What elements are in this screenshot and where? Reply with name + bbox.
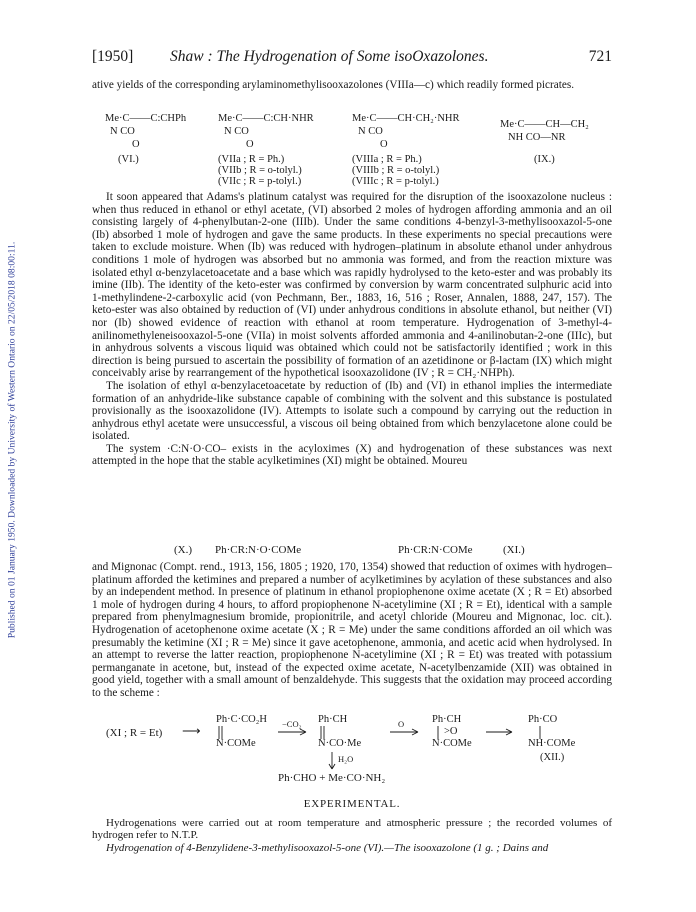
paragraph-1: It soon appeared that Adams's platinum catalyst was required for the disruption of the isooxazolone nucleus : when thus reduced in ethanol or ethyl acetate, (VI) absorbed 2 moles of hydrogen affording ammonia and an oil consisting largely of 4-phenylbutan-2-one (IIIb). Under the same conditions 4-benzyl-3-methylisooxazol-5-one (Ib) absorbed 1 mole of hydrogen and gave the same products. In these experiments no special precautions were taken to exclude moisture. When (Ib) was reduced with hydrogen–platinum in absolute ethanol under anhydrous conditions 1 mole of hydrogen was absorbed but no ammonia was formed, and from the reaction mixture was isolated ethyl α-benzylacetoacetate and a base which was rapidly hydrolysed to the keto-ester and was probably its imine (IIb). The identity of the keto-ester was confirmed by conversion by warm concentrated sulphuric acid into 1-methylindene-2-carboxylic acid (von Pechmann, Ber., 1883, 16, 516 ; Roser, Annalen, 1888, 247, 157). The keto-ester was also obtained by reduction of (VI) under anhydrous conditions in absolute ethanol, but neither (VI) nor (Ib) showed evidence of reaction with ethanol at room temperature. Hydrogenation of 3-methyl-4-anilinomethyleneisooxazol-5-one (VIIa) in moist solvents afforded ammonia and 4-anilinobutan-2-one (IIIc), but in anhydrous solvents a viscous liquid was obtained which could not be satisfactorily identified ; work in this direction is being pursued to ascertain the possibility of formation of an azetidinone or β-lactam (IX) which might conceivably arise by rearrangement of the hypothetical isooxazolidone (IV ; R = CH₂·NHPh). <box>92 191 612 380</box>
formula-x: Ph·CR:N·O·COMe <box>215 544 302 556</box>
scheme-a-top: Ph·C·CO₂H <box>216 714 267 725</box>
structure-vi-top: Me·C——C:CHPh <box>105 113 187 124</box>
intro-paragraph: ative yields of the corresponding arylaminomethylisooxazolones (VIIIa—c) which readily formed picrates. <box>92 79 575 91</box>
scheme-arrow-2-label: −CO₂ <box>282 719 302 729</box>
scheme-arrow-1: ⟶ <box>182 723 201 738</box>
scheme-c-middle: >O <box>444 726 458 737</box>
structure-ix-ring: NH CO—NR <box>508 132 566 143</box>
scheme-products: Ph·CHO + Me·CO·NH₂ <box>278 772 386 784</box>
scheme-d-top: Ph·CO <box>528 714 558 725</box>
experimental-heading: EXPERIMENTAL. <box>303 798 401 810</box>
scheme-c-bottom: N·COMe <box>432 738 472 749</box>
structure-viii-top: Me·C——CH·CH₂·NHR <box>352 113 460 124</box>
paragraph-2: The isolation of ethyl α-benzylacetoacetate by reduction of (Ib) and (VI) in ethanol implies the intermediate formation of an anhydride-like substance capable of combining with the solvent and this substance is postulated provisionally as the isooxazolidone (IV). Attempts to isolate such a compound by carrying out the reduction in anhydrous ethyl acetate were unsuccessful, a viscous oil being obtained from which benzylacetone alone could be isolated. <box>92 379 612 443</box>
formula-xi: Ph·CR:N·COMe <box>398 544 473 556</box>
structure-vii-top: Me·C——C:CH·NHR <box>218 113 314 124</box>
experimental-paragraph-1: Hydrogenations were carried out at room temperature and atmospheric pressure ; the recorded volumes of hydrogen refer to N.T.P. <box>92 817 612 842</box>
down-arrow-head-right <box>332 764 335 769</box>
structure-viii-label-b: (VIIIb ; R = o-tolyl.) <box>352 165 440 176</box>
paragraph-4: and Mignonac (Compt. rend., 1913, 156, 1805 ; 1920, 170, 1354) showed that reduction of oximes with hydrogen–platinum afforded the ketimines and prepared a number of acylketimines by acylation of these substances and also by an independent method. In presence of platinum in ethanol propiophenone oxime acetate (X ; R = Et) absorbed 1 mole of hydrogen during 4 hours, to afford propiophenone N-acetylimine (XI ; R = Et), identical with a sample prepared from phenylmagnesium bromide, propionitrile, and acetyl chloride (Moureu and Mignonac, loc. cit.). Hydrogenation of acetophenone oxime acetate (X ; R = Me) under the same conditions afforded an oil which was presumably the ketimine (XI ; R = Me) since it gave acetophenone, ammonia, and acetic acid when hydrolysed. In an attempt to reverse the latter reaction, propiophenone N-acetylimine (XI ; R = Et) was treated with potassium permanganate in acetone, but, instead of the expected oxime acetate, N-acetylbenzamide (XII) was obtained in good yield, together with a small amount of benzaldehyde. This suggests that the oxidation may proceed according to the scheme : <box>92 561 612 699</box>
structure-ix-top: Me·C——CH—CH₂ <box>500 119 589 130</box>
structure-viii-label-c: (VIIIc ; R = p-tolyl.) <box>352 176 439 187</box>
structure-ix-label: (IX.) <box>534 154 555 165</box>
scheme-d-bottom: NH·COMe <box>528 738 576 749</box>
scheme-a-bottom: N·COMe <box>216 738 256 749</box>
scheme-arrow-3-label: O <box>398 719 405 729</box>
paragraph-3: The system ·C:N·O·CO– exists in the acyloximes (X) and hydrogenation of these substances was next attempted in the hope that the stable acylketimines (XI) might be obtained. Moureu <box>92 442 612 468</box>
structure-viii-label-a: (VIIIa ; R = Ph.) <box>352 154 422 165</box>
scheme-b-top: Ph·CH <box>318 714 348 725</box>
structure-vi-oxygen: O <box>132 139 140 150</box>
scheme-c-top: Ph·CH <box>432 714 462 725</box>
page-number: 721 <box>588 48 612 65</box>
structure-vii-label-a: (VIIa ; R = Ph.) <box>218 154 285 165</box>
structure-vii-label-c: (VIIc ; R = p-tolyl.) <box>218 176 302 187</box>
experimental-text <box>92 817 612 854</box>
header-year: [1950] <box>92 48 134 65</box>
structure-vii-label-b: (VIIb ; R = o-tolyl.) <box>218 165 302 176</box>
structure-vi-ring: N CO <box>110 126 135 137</box>
header-title: Shaw : The Hydrogenation of Some isoOxazolones. <box>170 48 489 65</box>
experimental-paragraph-2: Hydrogenation of 4-Benzylidene-3-methylisooxazol-5-one (VI).—The isooxazolone (1 g. ; Dains and <box>106 841 549 854</box>
structure-vii-ring: N CO <box>224 126 249 137</box>
structure-vii-oxygen: O <box>246 139 254 150</box>
scheme-start: (XI ; R = Et) <box>106 727 163 739</box>
formula-x-label: (X.) <box>174 544 193 556</box>
scheme-down-label: H₂O <box>338 754 354 764</box>
structure-viii-ring: N CO <box>358 126 383 137</box>
formula-xi-label: (XI.) <box>503 544 525 556</box>
download-watermark-text: Published on 01 January 1950. Downloaded by University of Western Ontario on 22/05/2018 08:00:11. <box>6 241 18 639</box>
scheme-d-label: (XII.) <box>540 752 565 763</box>
scheme-b-bottom: N·CO·Me <box>318 738 362 749</box>
structure-vi-label: (VI.) <box>118 154 139 165</box>
structure-viii-oxygen: O <box>380 139 388 150</box>
